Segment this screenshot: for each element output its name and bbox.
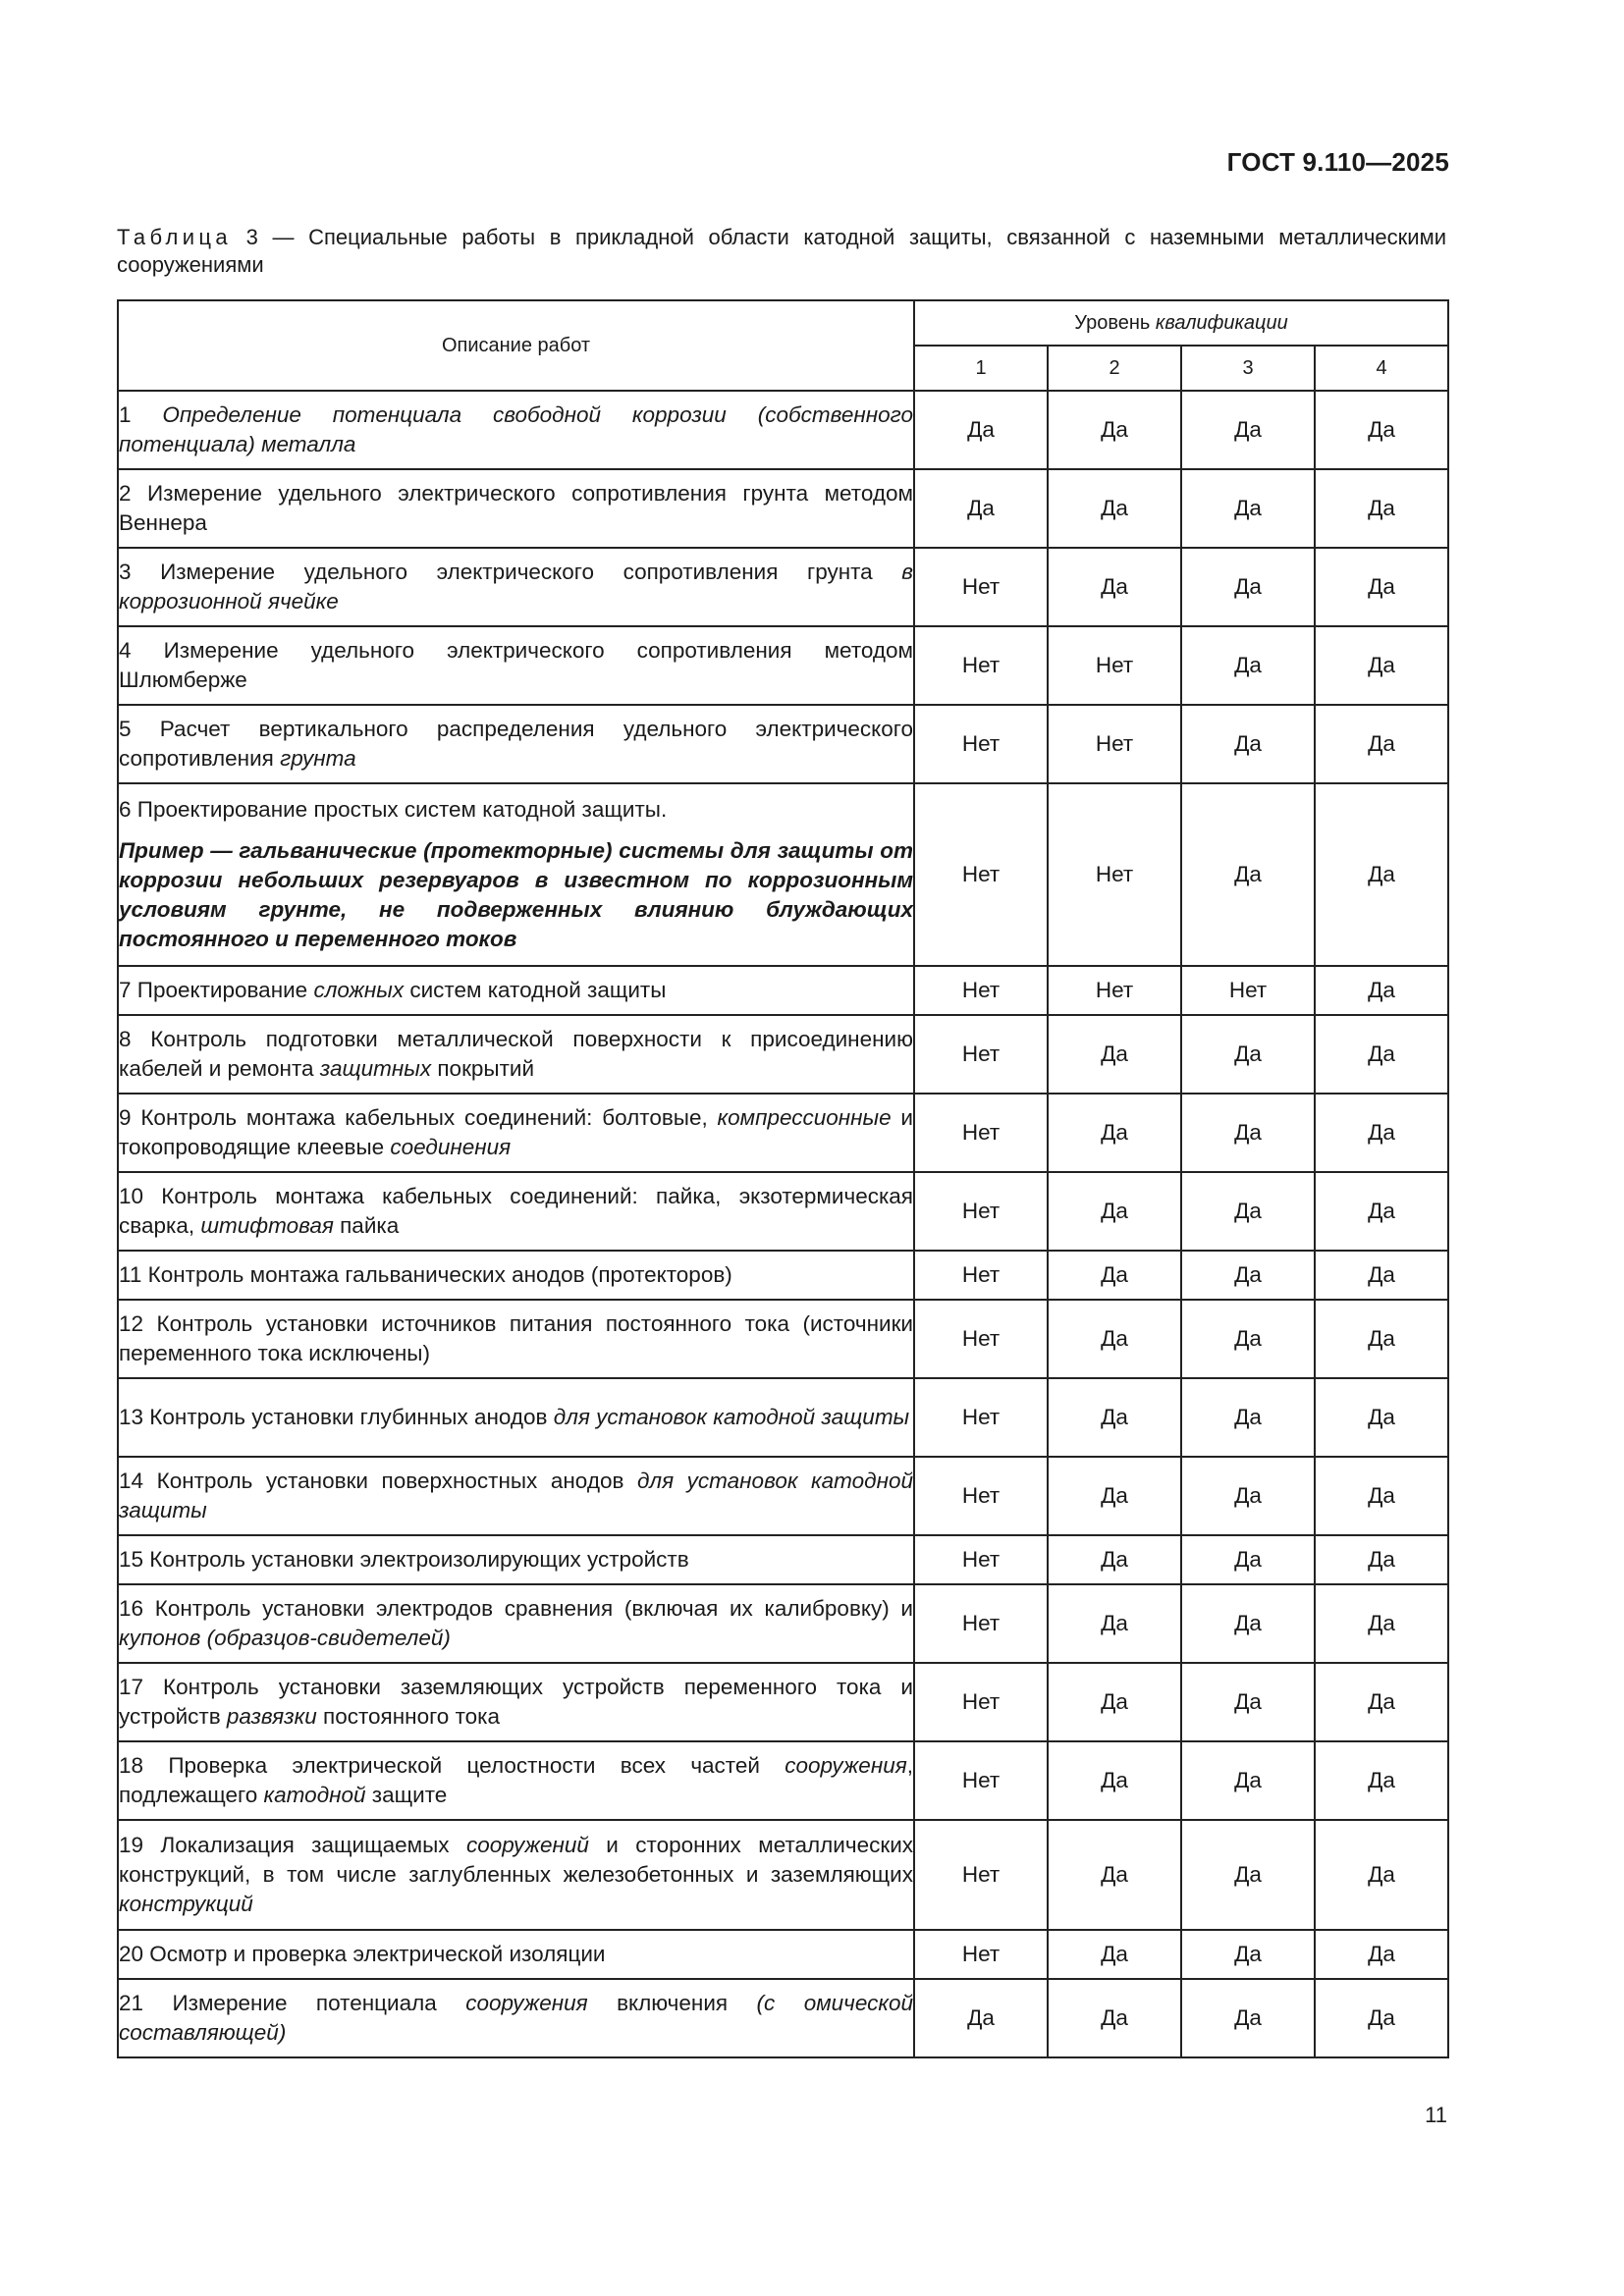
work-description [118,626,914,705]
text-segment: Контроль установки поверхностных анодов [143,1468,637,1493]
text-segment: Измерение удельного электрического сопротивления грунта [131,560,902,584]
level-3-value: Да [1181,469,1315,548]
work-description [118,1457,914,1535]
table-row [118,1584,1448,1663]
level-3-value: Да [1181,1300,1315,1378]
level-1-value: Нет [914,1741,1048,1820]
table-row [118,548,1448,626]
work-description-text [119,400,913,459]
work-description [118,1741,914,1820]
level-4-value: Да [1315,469,1448,548]
text-segment: , подлежащего [119,1753,913,1807]
work-description-text [119,636,913,695]
italic-term: (с омической составляющей) [119,1991,913,2045]
level-1-value: Нет [914,1457,1048,1535]
work-description [118,1535,914,1584]
level-4-value: Да [1315,1979,1448,2057]
table-row [118,1015,1448,1094]
level-1-value: Да [914,469,1048,548]
work-description-text [119,976,913,1005]
level-3-value: Да [1181,1172,1315,1251]
work-description-text [119,1309,913,1368]
row-number: 14 [119,1468,144,1493]
level-1-value: Нет [914,1930,1048,1979]
text-segment: Измерение удельного электрического сопротивления грунта методом Веннера [119,481,913,535]
table-row [118,1930,1448,1979]
work-description-text [119,1260,913,1290]
work-description-text [119,1673,913,1732]
level-4-value: Да [1315,548,1448,626]
level-3-value: Да [1181,1457,1315,1535]
level-2-value: Да [1048,548,1181,626]
row-number: 18 [119,1753,144,1778]
header-level-word-1: Уровень [1074,311,1156,334]
italic-term: сооружения [785,1753,907,1778]
row-number: 10 [119,1184,144,1208]
level-2-value: Нет [1048,966,1181,1015]
level-1-value: Нет [914,1663,1048,1741]
level-4-value: Да [1315,1457,1448,1535]
table-row [118,1378,1448,1457]
level-3-value: Да [1181,1251,1315,1300]
text-segment: Контроль установки электродов сравнения (включая их калибровку) и [143,1596,913,1621]
level-1-value: Нет [914,705,1048,783]
table-row [118,1251,1448,1300]
text-segment: постоянного тока [316,1704,500,1729]
level-2-value: Да [1048,1300,1181,1378]
work-description [118,1015,914,1094]
header-level-3: 3 [1181,346,1315,391]
level-1-value: Нет [914,626,1048,705]
level-2-value: Да [1048,391,1181,469]
level-3-value: Да [1181,1094,1315,1172]
table-row [118,783,1448,966]
level-2-value: Да [1048,1741,1181,1820]
level-4-value: Да [1315,626,1448,705]
italic-term: купонов (образцов-свидетелей) [119,1626,451,1650]
level-4-value: Да [1315,1172,1448,1251]
table-row [118,1741,1448,1820]
work-description-text [119,1831,913,1919]
header-level-2: 2 [1048,346,1181,391]
level-2-value: Да [1048,1663,1181,1741]
text-segment: включения [587,1991,757,2015]
work-description [118,1251,914,1300]
text-segment: Осмотр и проверка электрической изоляции [143,1942,606,1966]
row-number: 1 [119,402,132,427]
italic-term: штифтовая [200,1213,334,1238]
level-1-value: Нет [914,1378,1048,1457]
text-segment: и сторонних металлических конструкций, в том числе заглубленных железобетонных и заземляющих [119,1833,914,1887]
work-description-text [119,795,913,825]
table-row [118,966,1448,1015]
text-segment: Локализация защищаемых [143,1833,466,1857]
work-description [118,1172,914,1251]
italic-term: конструкций [119,1892,253,1916]
work-description-text [119,1103,913,1162]
text-segment: Измерение удельного электрического сопротивления методом Шлюмберже [119,638,913,692]
level-4-value: Да [1315,1584,1448,1663]
level-2-value: Нет [1048,626,1181,705]
work-description [118,966,914,1015]
level-1-value: Нет [914,1015,1048,1094]
level-3-value: Да [1181,1663,1315,1741]
header-level-text [1074,312,1287,334]
level-4-value: Да [1315,966,1448,1015]
row-number: 8 [119,1027,132,1051]
table-row [118,1172,1448,1251]
work-description-text [119,715,913,774]
italic-term: Определение потенциала свободной коррозии (собственного потенциала) металла [119,402,913,456]
row-number: 6 [119,797,132,822]
italic-term: соединения [390,1135,512,1159]
work-description-text [119,1989,913,2048]
work-description-text [119,1182,913,1241]
level-3-value: Да [1181,1979,1315,2057]
header-level-4: 4 [1315,346,1448,391]
work-description [118,1094,914,1172]
row-number: 7 [119,978,132,1002]
level-3-value: Да [1181,1378,1315,1457]
work-description [118,469,914,548]
work-description [118,1378,914,1457]
header-description: Описание работ [118,300,914,391]
table-row [118,705,1448,783]
level-3-value: Да [1181,391,1315,469]
table-row [118,1094,1448,1172]
text-segment: Проектирование простых систем катодной защиты. [131,797,668,822]
level-1-value: Нет [914,966,1048,1015]
level-4-value: Да [1315,1300,1448,1378]
level-3-value: Да [1181,705,1315,783]
italic-term: сложных [313,978,405,1002]
italic-term: в коррозионной ячейке [119,560,913,614]
level-2-value: Да [1048,1930,1181,1979]
row-number: 19 [119,1833,144,1857]
italic-term: компрессионные [717,1105,892,1130]
level-1-value: Нет [914,1251,1048,1300]
level-1-value: Да [914,391,1048,469]
text-segment: Контроль установки источников питания постоянного тока (источники переменного тока исключены) [119,1311,913,1365]
work-description-text [119,479,913,538]
level-2-value: Нет [1048,783,1181,966]
table-row [118,626,1448,705]
italic-term: катодной [263,1783,366,1807]
text-segment: пайка [333,1213,400,1238]
text-segment: Контроль установки электроизолирующих устройств [143,1547,689,1572]
level-3-value: Да [1181,1741,1315,1820]
work-description [118,705,914,783]
level-1-value: Нет [914,1094,1048,1172]
level-4-value: Да [1315,1015,1448,1094]
row-number: 15 [119,1547,144,1572]
level-4-value: Да [1315,1535,1448,1584]
row-number: 4 [119,638,132,663]
text-segment: и токопроводящие клеевые [119,1105,913,1159]
table-row [118,391,1448,469]
text-segment: Контроль монтажа гальванических анодов (протекторов) [141,1262,732,1287]
level-3-value: Да [1181,1584,1315,1663]
italic-term: сооружений [465,1833,589,1857]
row-number: 13 [119,1405,144,1429]
qualification-table [117,299,1449,2058]
work-description [118,1979,914,2057]
level-3-value: Да [1181,1535,1315,1584]
row-number: 12 [119,1311,144,1336]
header-level-1: 1 [914,346,1048,391]
text-segment: защите [365,1783,448,1807]
level-4-value: Да [1315,1741,1448,1820]
text-segment: систем катодной защиты [404,978,667,1002]
level-2-value: Да [1048,469,1181,548]
table-row [118,1979,1448,2057]
level-4-value: Да [1315,783,1448,966]
work-description [118,1300,914,1378]
standard-designation: ГОСТ 9.110—2025 [1226,147,1449,177]
level-3-value: Да [1181,1015,1315,1094]
row-number: 9 [119,1105,132,1130]
row-number: 3 [119,560,132,584]
text-segment: Контроль установки глубинных анодов [143,1405,554,1429]
level-2-value: Да [1048,1584,1181,1663]
level-4-value: Да [1315,1251,1448,1300]
row-number: 2 [119,481,132,506]
level-3-value: Да [1181,626,1315,705]
work-description [118,1820,914,1930]
text-segment: Контроль установки заземляющих устройств переменного тока и устройств [119,1675,913,1729]
work-description-text [119,1467,913,1525]
level-4-value: Да [1315,391,1448,469]
italic-term: для установок катодной защиты [553,1405,910,1429]
level-2-value: Да [1048,1172,1181,1251]
level-3-value: Да [1181,1820,1315,1930]
text-segment: Контроль подготовки металлической поверхности к присоединению кабелей и ремонта [119,1027,913,1081]
italic-term: грунта [280,746,356,771]
level-1-value: Нет [914,1820,1048,1930]
text-segment: Контроль монтажа кабельных соединений: болтовые, [131,1105,718,1130]
table-row [118,1820,1448,1930]
level-2-value: Да [1048,1535,1181,1584]
work-description [118,548,914,626]
text-segment: покрытий [431,1056,535,1081]
level-3-value: Да [1181,783,1315,966]
level-2-value: Да [1048,1378,1181,1457]
table-row [118,1300,1448,1378]
level-2-value: Да [1048,1979,1181,2057]
text-segment [132,402,163,427]
level-1-value: Нет [914,1584,1048,1663]
text-segment: Проектирование [131,978,314,1002]
text-segment: Измерение потенциала [143,1991,466,2015]
row-number: 11 [119,1262,142,1287]
level-1-value: Нет [914,1300,1048,1378]
level-4-value: Да [1315,1820,1448,1930]
italic-term: защитных [319,1056,432,1081]
row-number: 5 [119,717,132,741]
work-description [118,391,914,469]
text-segment: Контроль монтажа кабельных соединений: пайка, экзотермическая сварка, [119,1184,913,1238]
row-number: 17 [119,1675,144,1699]
level-3-value: Да [1181,548,1315,626]
level-4-value: Да [1315,1930,1448,1979]
header-qualification-level [914,300,1448,346]
work-description-text [119,1751,913,1810]
text-segment: Расчет вертикального распределения удельного электрического сопротивления [119,717,913,771]
level-4-value: Да [1315,705,1448,783]
level-1-value: Нет [914,1172,1048,1251]
row-number: 16 [119,1596,144,1621]
table-caption [117,224,1446,279]
text-segment: Проверка электрической целостности всех частей [143,1753,785,1778]
level-1-value: Нет [914,548,1048,626]
work-description [118,1930,914,1979]
level-3-value: Нет [1181,966,1315,1015]
level-2-value: Да [1048,1094,1181,1172]
level-4-value: Да [1315,1094,1448,1172]
level-2-value: Да [1048,1251,1181,1300]
level-4-value: Да [1315,1663,1448,1741]
italic-term: для установок катодной защиты [119,1468,913,1522]
level-2-value: Да [1048,1457,1181,1535]
level-2-value: Да [1048,1015,1181,1094]
caption-label: Таблица [117,225,233,249]
italic-term: сооружения [465,1991,588,2015]
work-description-text [119,1594,913,1653]
caption-text: 3 — Специальные работы в прикладной области катодной защиты, связанной с наземными металлическими сооружениями [117,225,1446,277]
work-description [118,1663,914,1741]
level-3-value: Да [1181,1930,1315,1979]
level-1-value: Нет [914,1535,1048,1584]
work-description-text [119,1403,913,1432]
page-number: 11 [1425,2103,1447,2127]
level-2-value: Нет [1048,705,1181,783]
work-description [118,783,914,966]
table-row [118,469,1448,548]
work-description-text [119,1940,913,1969]
italic-term: развязки [226,1704,317,1729]
table-row [118,1535,1448,1584]
level-1-value: Нет [914,783,1048,966]
level-2-value: Да [1048,1820,1181,1930]
table-row [118,1663,1448,1741]
row-number: 21 [119,1991,144,2015]
row-number: 20 [119,1942,144,1966]
level-4-value: Да [1315,1378,1448,1457]
table-body [118,391,1448,2057]
example-note: Пример — гальванические (протекторные) системы для защиты от коррозии небольших резервуаров в известном по коррозионным условиям грунте, не подверженных влиянию блуждающих постоянного и переменного токов [119,838,913,951]
work-description [118,1584,914,1663]
work-description-text [119,558,913,616]
table-row [118,1457,1448,1535]
work-description-text [119,1025,913,1084]
work-description-text [119,1545,913,1575]
header-level-word-2: квалификации [1155,311,1288,334]
level-1-value: Да [914,1979,1048,2057]
